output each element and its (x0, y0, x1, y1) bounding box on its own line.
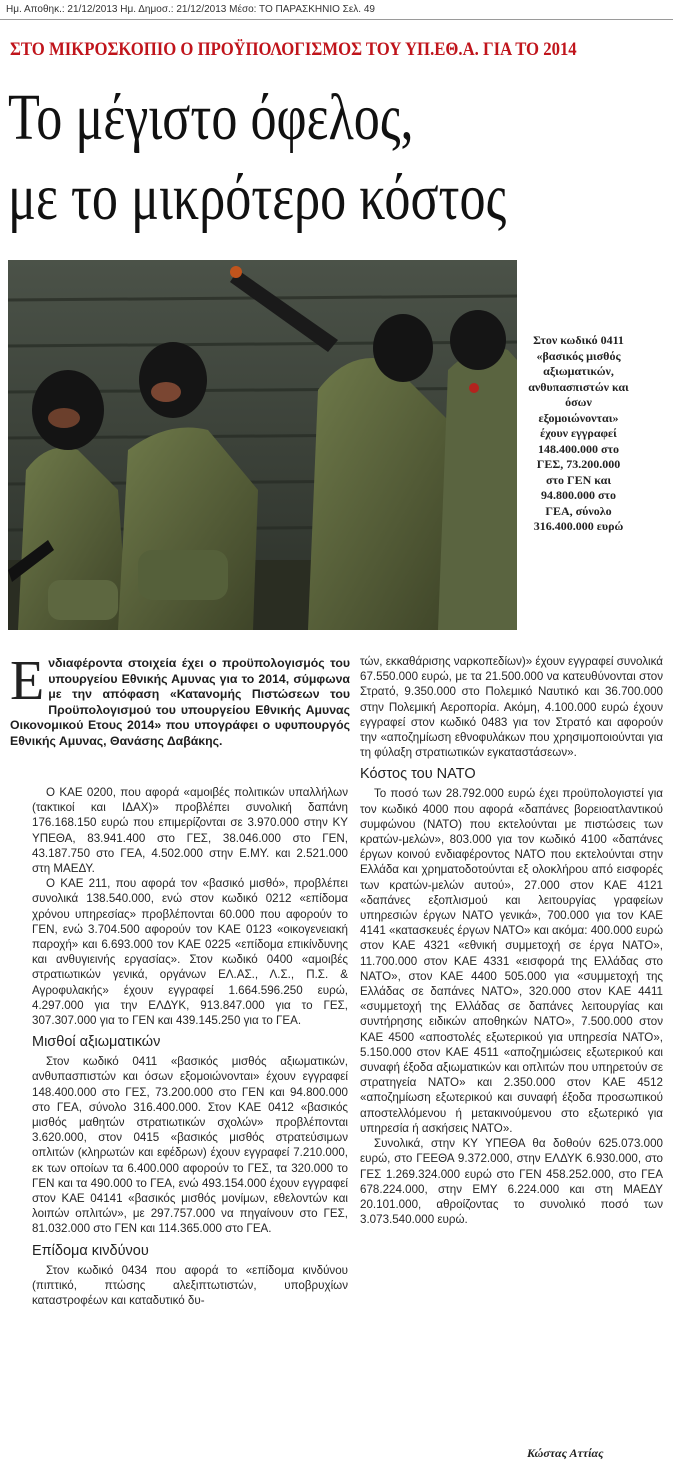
subheading-nato-cost: Κόστος του ΝΑΤΟ (360, 766, 476, 783)
body-paragraph: Συνολικά, στην ΚΥ ΥΠΕΘΑ θα δοθούν 625.073.000 ευρώ, στο ΓΕΕΘΑ 9.372.000, στην ΕΛΔΥΚ 6.930.000, στο ΓΕΣ 1.269.324.000 ευρώ στο ΓΕΝ 458.252.000, στο ΓΕΑ 678.224.000, στην ΕΜΥ 6.224.000 και στη ΜΑΕΔΥ 20.101.000, αθροίζοντας το συνολικό ποσό των 3.073.540.000 ευρώ. (360, 1137, 663, 1227)
body-paragraph: Στον κωδικό 0434 που αφορά το «επίδομα κινδύνου (πιπτικό, πτώσης αλεξιπτωτιστών, υποβρυχίων καταστροφέων και καταδυτικό δυ- (32, 1263, 348, 1308)
body-paragraph: Στον κωδικό 0411 «βασικός μισθός αξιωματικών, ανθυπασπιστών και όσων εξομοιώνονται» έχουν εγγραφεί 148.400.000 στο ΓΕΣ, 73.200.000 στο ΓΕΝ και 94.800.000 στο ΓΕΑ, σύνολο 316.400.000. Στον ΚΑΕ 0412 «βασικός μισθός μαθητών στρατιωτικών σχολών» προβλέπονται 3.620.000, στον 0415 «βασικός μισθός στρατεύσιμων οπλιτών (κληρωτών και εφέδρων) έχουν εγγραφεί 7.210.000, εκ των οποίων τα 6.400.000 αφορούν το ΓΕΣ, τα 320.000 το ΓΕΝ και τα 490.000 το ΓΕΑ, ενώ 493.154.000 έχουν εγγραφεί στον ΚΑΕ 04141 «βασικός μισθός μονίμων, εθελοντών και λοιπών οπλιτών», με 297.757.000 να πηγαίνουν στο ΓΕΣ, 81.032.000 στο ΓΕΝ και 114.365.000 στο ΓΕΑ. (32, 1055, 348, 1236)
lead-paragraph (10, 650, 350, 750)
header-divider (0, 19, 673, 20)
body-paragraph: τών, εκκαθάρισης ναρκοπεδίων)» έχουν εγγραφεί συνολικά 67.550.000 ευρώ, με τα 21.500.000 να κατευθύνονται στον Στρατό, 9.350.000 στο Πολεμικό Ναυτικό και 36.700.000 στην Πολεμική Αεροπορία. Ακόμη, 4.100.000 ευρώ έχουν εγγραφεί στον κωδικό 0483 για τον Στρατό και αφορούν την «αποζημίωση εθνοφυλάκων που χρησιμοποιούνται για τη φύλαξη στρατιωτικών εγκαταστάσεων». (360, 655, 663, 760)
headline-line-2: με το μικρότερο κόστος (8, 161, 507, 234)
article-kicker: ΣΤΟ ΜΙΚΡΟΣΚΟΠΙΟ Ο ΠΡΟΫΠΟΛΟΓΙΣΜΟΣ ΤΟΥ ΥΠ.ΕΘ.Α. ΓΙΑ ΤΟ 2014 (10, 39, 577, 60)
subheading-officer-salaries: Μισθοί αξιωματικών (32, 1034, 161, 1051)
body-paragraph: Το ποσό των 28.792.000 ευρώ έχει προϋπολογιστεί για τον κωδικό 4000 που αφορά «δαπάνες βορειοατλαντικού συμφώνου (ΝΑΤΟ) που εκτελούνται με πιστώσεις των κρατών-μελών», 803.000 για τον κωδικό 4100 «δαπάνες έργων κοινού ενδιαφέροντος ΝΑΤΟ που εκτελούνται στην Ελλάδα και χρηματοδοτούνται εξ ολοκλήρου από εισφορές των κρατών-μελών αυτού», 27.000 στον ΚΑΕ 4121 «δαπάνες εξοπλισμού και λειτουργίας γραφείων υπηρεσιών έργων ΝΑΤΟ γενικά», 700.000 για τον ΚΑΕ 4141 «κατασκευές έργων ΝΑΤΟ» και ακόμα: 400.000 ευρώ στον ΚΑΕ 4321 «εθνική συμμετοχή σε έργα ΝΑΤΟ», 11.700.000 στον ΚΑΕ 4331 «εισφορά της Ελλάδας στο ΝΑΤΟ», στον ΚΑΕ 4400 505.000 για «συμμετοχή της Ελλάδας σε δαπάνες ΝΑΤΟ», 320.000 στον ΚΑΕ 4411 «συμμετοχή της Ελλάδας σε δαπάνες λειτουργίας και συντήρησης ειδικών αποθηκών ΝΑΤΟ», 7.500.000 στον ΚΑΕ 4500 «αποστολές εξωτερικού για υπηρεσία ΝΑΤΟ», 5.150.000 στον ΚΑΕ 4511 «αποζημιώσεις εξωτερικού και συναφή έξοδα αξιωματικών και οπλιτών που υπηρετούν σε στρατηγεία ΝΑΤΟ» και 2.350.000 στον ΚΑΕ 4512 «αποζημίωση εξωτερικού και συναφή έξοδα προσωπικού αποστελλόμενου ή μετακινούμενου στο εξωτερικό για υπηρεσία ή ασκήσεις ΝΑΤΟ». (360, 787, 663, 1135)
body-paragraph: Ο ΚΑΕ 0200, που αφορά «αμοιβές πολιτικών υπαλλήλων (τακτικοί και ΙΔΑΧ)» προβλέπει συνολική δαπάνη 176.168.150 ευρώ που επιμερίζονται σε 3.970.000 στην ΚΥ ΥΠΕΘΑ, 83.941.400 στο ΓΕΣ, 38.046.000 στο ΓΕΝ, 43.187.750 στο ΓΕΑ, 4.502.000 στην Ε.ΜΥ. και 2.521.000 στη ΜΑΕΔΥ. (32, 786, 348, 876)
body-paragraph: Ο ΚΑΕ 211, που αφορά τον «βασικό μισθό», προβλέπει συνολικά 138.540.000, ενώ στον κωδικό 0212 «επίδομα χρόνου υπηρεσίας» προβλέπονται 60.000 που αφορούν το ΓΕΝ, ενώ 3.704.500 αφορούν τον ΚΑΕ 0123 «οικογενειακή παροχή» και 6.693.000 τον ΚΑΕ 0225 «επίδομα επικίνδυνης και ανθυγιεινής εργασίας». Στον κωδικό 0400 «αμοιβές στρατιωτικών γενικά, οργάνων ΕΛ.ΑΣ., Λ.Σ., Π.Σ. & Αγροφυλακής» έχουν εγγραφεί 1.664.596.250 ευρώ, 4.297.000 για την ΕΛΔΥΚ, 913.847.000 για το ΓΕΣ, 307.307.000 για το ΓΕΝ και 439.145.250 για το ΓΕΑ. (32, 877, 348, 1028)
body-column-right (360, 654, 663, 1227)
body-column-left (32, 785, 348, 1308)
photo-caption: Στον κωδικό 0411 «βασικός μισθός αξιωματικών, ανθυπασπιστών και όσων εξομοιώνονται» έχουν εγγραφεί 148.400.000 στο ΓΕΣ, 73.200.000 στο ΓΕΝ και 94.800.000 στο ΓΕΑ, σύνολο 316.400.000 ευρώ (528, 333, 629, 533)
article-headline (8, 78, 561, 238)
subheading-hazard-allowance: Επίδομα κινδύνου (32, 1242, 149, 1259)
clipping-meta: Ημ. Αποθηκ.: 21/12/2013 Ημ. Δημοσ.: 21/12/2013 Μέσο: ΤΟ ΠΑΡΑΣΚΗΝΙΟ Σελ. 49 (6, 4, 375, 15)
author-byline: Κώστας Αττίας (527, 1446, 604, 1460)
lead-dropcap: Ε (10, 650, 45, 712)
soldiers-photo (8, 260, 517, 630)
lead-text: νδιαφέροντα στοιχεία έχει ο προϋπολογισμός του υπουργείου Εθνικής Αμυνας για το 2014, σύμφωνα με την απόφαση «Κατανομής Πιστώσεων του Προϋπολογισμού του υπουργείου Εθνικής Αμυνας Οικονομικού Ετους 2014» που υπογράφει ο υφυπουργός Εθνικής Αμυνας, Θανάσης Δαβάκης. (10, 656, 350, 748)
headline-line-1: Το μέγιστο όφελος, (8, 81, 414, 154)
